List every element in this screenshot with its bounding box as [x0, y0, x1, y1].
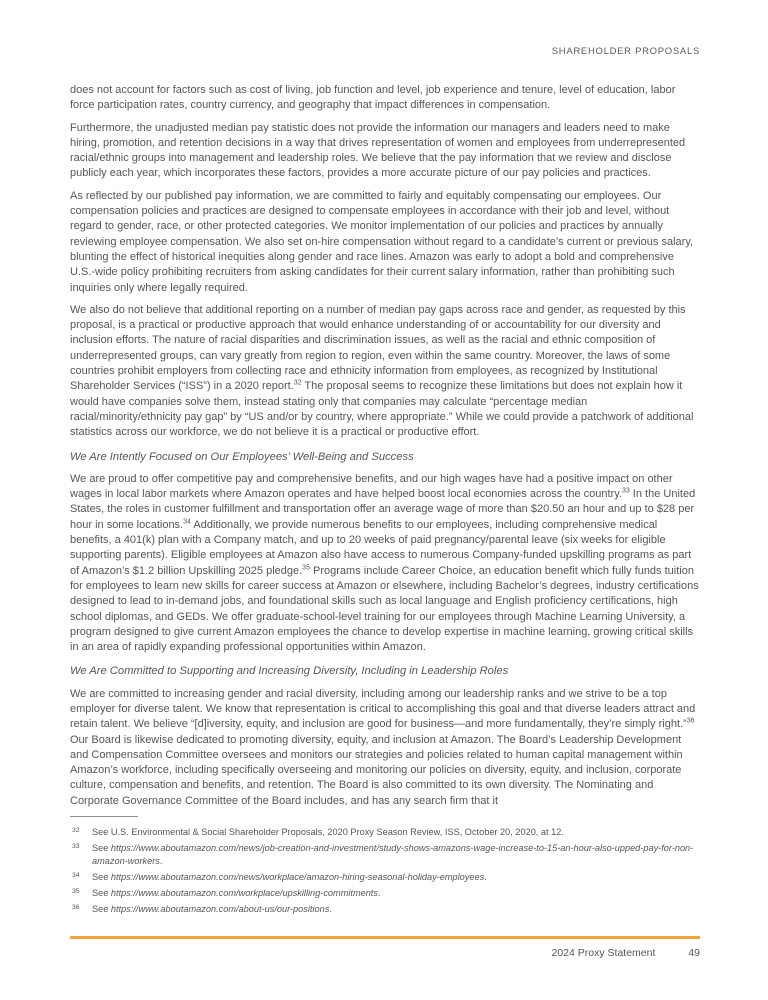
footnotes — [70, 826, 700, 915]
footnote-ref: 35 — [302, 563, 310, 571]
text-run: . — [159, 855, 163, 866]
footnote-link[interactable]: https://www.aboutamazon.com/news/workplace/amazon-hiring-seasonal-holiday-employees — [110, 871, 485, 882]
footnote-text — [92, 872, 487, 882]
text-run: We Are Intently Focused on Our Employees’ Well-Being and Success — [70, 450, 414, 463]
paragraph — [70, 189, 700, 296]
footnote-text — [92, 888, 381, 898]
text-run: . — [329, 903, 332, 914]
section-heading — [70, 664, 700, 679]
text-run: See — [92, 843, 111, 854]
text-run: Our Board is likewise dedicated to promoting diversity, equity, and inclusion at Amazon. The Board’s Leadership Development and Compensation Committee oversees and monitors our strategies and policies related to human capital management within Amazon’s workforce, including specifically overseeing and monitoring our policies on diversity, equity, and inclusion, corporate culture, compensation and benefits, and retention. The Board is also committed to its own diversity. The Nominating and Corporate Governance Committee of the Board includes, and has any search firm that it — [70, 733, 683, 807]
document-body — [70, 83, 700, 809]
footnote-text — [92, 904, 332, 914]
footnote-ref: 33 — [621, 487, 630, 495]
footnote-number: 35 — [72, 887, 80, 895]
page-number: 49 — [688, 947, 700, 959]
text-run: See U.S. Environmental & Social Shareholder Proposals, 2020 Proxy Season Review, ISS, October 20, 2020, at 12. — [92, 827, 564, 838]
paragraph — [70, 83, 700, 114]
paragraph — [70, 687, 700, 809]
footnote — [70, 887, 700, 900]
footnote-text — [92, 843, 693, 866]
footnote-link[interactable]: https://www.aboutamazon.com/workplace/upskilling-commitments — [110, 887, 378, 898]
text-run: We are committed to increasing gender and racial diversity, including among our leadership ranks and we strive to be a top employer for diverse talent. We know that representation is critical to accomplishing this goal and that diverse leaders attract and retain talent. We believe “[d]iversity, equity, and inclusion are good for business—and more fundamentally, they’re simply right.” — [70, 687, 696, 731]
footnote-link[interactable]: https://www.aboutamazon.com/about-us/our-positions — [110, 903, 330, 914]
footnote-ref: 36 — [686, 717, 695, 725]
footnote-number: 33 — [72, 843, 80, 851]
text-run: Programs include Career Choice, an education benefit which fully funds tuition for employees to learn new skills for career success at Amazon or elsewhere, including Bachelor’s degrees, industry certifications designed to lead to in-demand jobs, and foundational skills such as local language and English proficiency certifications, high school diplomas, and GEDs. We offer graduate-school-level training for our employees through Machine Learning University, a program designed to give current Amazon employees the chance to develop expertise in machine learning, growing critical skills in an area of rapidly expanding professional opportunities within Amazon. — [70, 564, 699, 654]
text-run: We are proud to offer competitive pay and comprehensive benefits, and our high wages have had a positive impact on other wages in local labor markets where Amazon operates and have helped boost local economies across the country. — [70, 472, 673, 501]
footnote — [70, 842, 700, 867]
paragraph — [70, 303, 700, 441]
footnote — [70, 871, 700, 884]
text-run: Furthermore, the unadjusted median pay statistic does not provide the information our managers and leaders need to make hiring, promotion, and retention decisions in a way that drives representation of women and employees from underrepresented racial/ethnic groups into management and leadership roles. We believe that the pay information that we review and disclose publicly each year, which incorporates these factors, provides a more accurate picture of our pay policies and practices. — [70, 121, 686, 180]
footnote — [70, 903, 700, 916]
text-run: Additionally, we provide numerous benefits to our employees, including comprehensive medical benefits, a 401(k) plan with a Company match, and up to 20 weeks of paid pregnancy/parental leave (six weeks for eligible supporting parents). Eligible employees at Amazon also have access to numerous Company-funded upskilling programs as part of Amazon’s $1.2 billion Upskilling 2025 pledge. — [70, 518, 692, 577]
page-footer — [551, 947, 700, 959]
text-run: See — [92, 887, 111, 898]
footnote-number: 32 — [72, 827, 80, 835]
footnote-separator — [70, 816, 138, 817]
footnote-ref: 32 — [293, 379, 302, 387]
text-run: We also do not believe that additional reporting on a number of median pay gaps across race and gender, as requested by this proposal, is a practical or productive approach that would enhance understanding of or accountability for our diversity and inclusion efforts. The nature of racial disparities and discrimination issues, as well as the racial and ethnic composition of underrepresented groups, can vary greatly from region to region, even within the same country. Moreover, the laws of some countries prohibit employers from collecting race and ethnicity information from employees, as recognized by Institutional Shareholder Services (“ISS”) in a 2020 report. — [70, 303, 686, 393]
footnote-link[interactable]: https://www.aboutamazon.com/news/job-creation-and-investment/study-shows-amazons-wage-increase-to-15-an-hour-also-upped-pay-for-non-amazon-workers — [92, 843, 694, 866]
footnote-text — [92, 827, 564, 837]
footnote — [70, 826, 700, 839]
footnote-number: 34 — [72, 871, 80, 879]
paragraph — [70, 121, 700, 182]
footnote-number: 36 — [72, 903, 80, 911]
text-run: We Are Committed to Supporting and Increasing Diversity, Including in Leadership Roles — [70, 665, 509, 678]
footer-label: 2024 Proxy Statement — [551, 947, 656, 959]
text-run: does not account for factors such as cost of living, job function and level, job experience and tenure, level of education, labor force participation rates, country currency, and geography that impact differences in compensation. — [70, 84, 676, 112]
text-run: See — [92, 871, 111, 882]
paragraph — [70, 472, 700, 656]
section-heading — [70, 450, 700, 465]
section-header-title: SHAREHOLDER PROPOSALS — [551, 46, 700, 57]
text-run: . — [484, 871, 487, 882]
text-run: The proposal seems to recognize these limitations but does not explain how it would have companies solve them, instead stating only that companies may calculate “percentage median racial/minority/ethnicity pay gap” by “US and/or by country, where appropriate.” While we could provide a patchwork of additional statistics across our workforce, we do not believe it is a practical or productive effort. — [70, 380, 694, 439]
text-run: In the United States, the roles in customer fulfillment and transportation offer an average wage of more than $20.50 an hour and up to $28 per hour in some locations. — [70, 488, 696, 531]
footer-accent-rule — [70, 936, 700, 939]
text-run: . — [377, 887, 381, 898]
footnote-ref: 34 — [183, 518, 191, 526]
page-header — [70, 46, 700, 57]
text-run: As reflected by our published pay information, we are committed to fairly and equitably compensating our employees. Our compensation policies and practices are designed to compensate employees in accordance with their job and level, without regard to gender, race, or other protected categories. We monitor implementation of our policies and practices by annually reviewing employee compensation. We also set on-hire compensation without regard to a candidate’s current or previous salary, blunting the effect of historical inequities along gender and race lines. Amazon was early to adopt a bold and comprehensive U.S.-wide policy prohibiting recruiters from asking candidates for their current salary information, rather than prohibiting such inquiries only where legally required. — [70, 189, 694, 294]
text-run: See — [92, 903, 111, 914]
